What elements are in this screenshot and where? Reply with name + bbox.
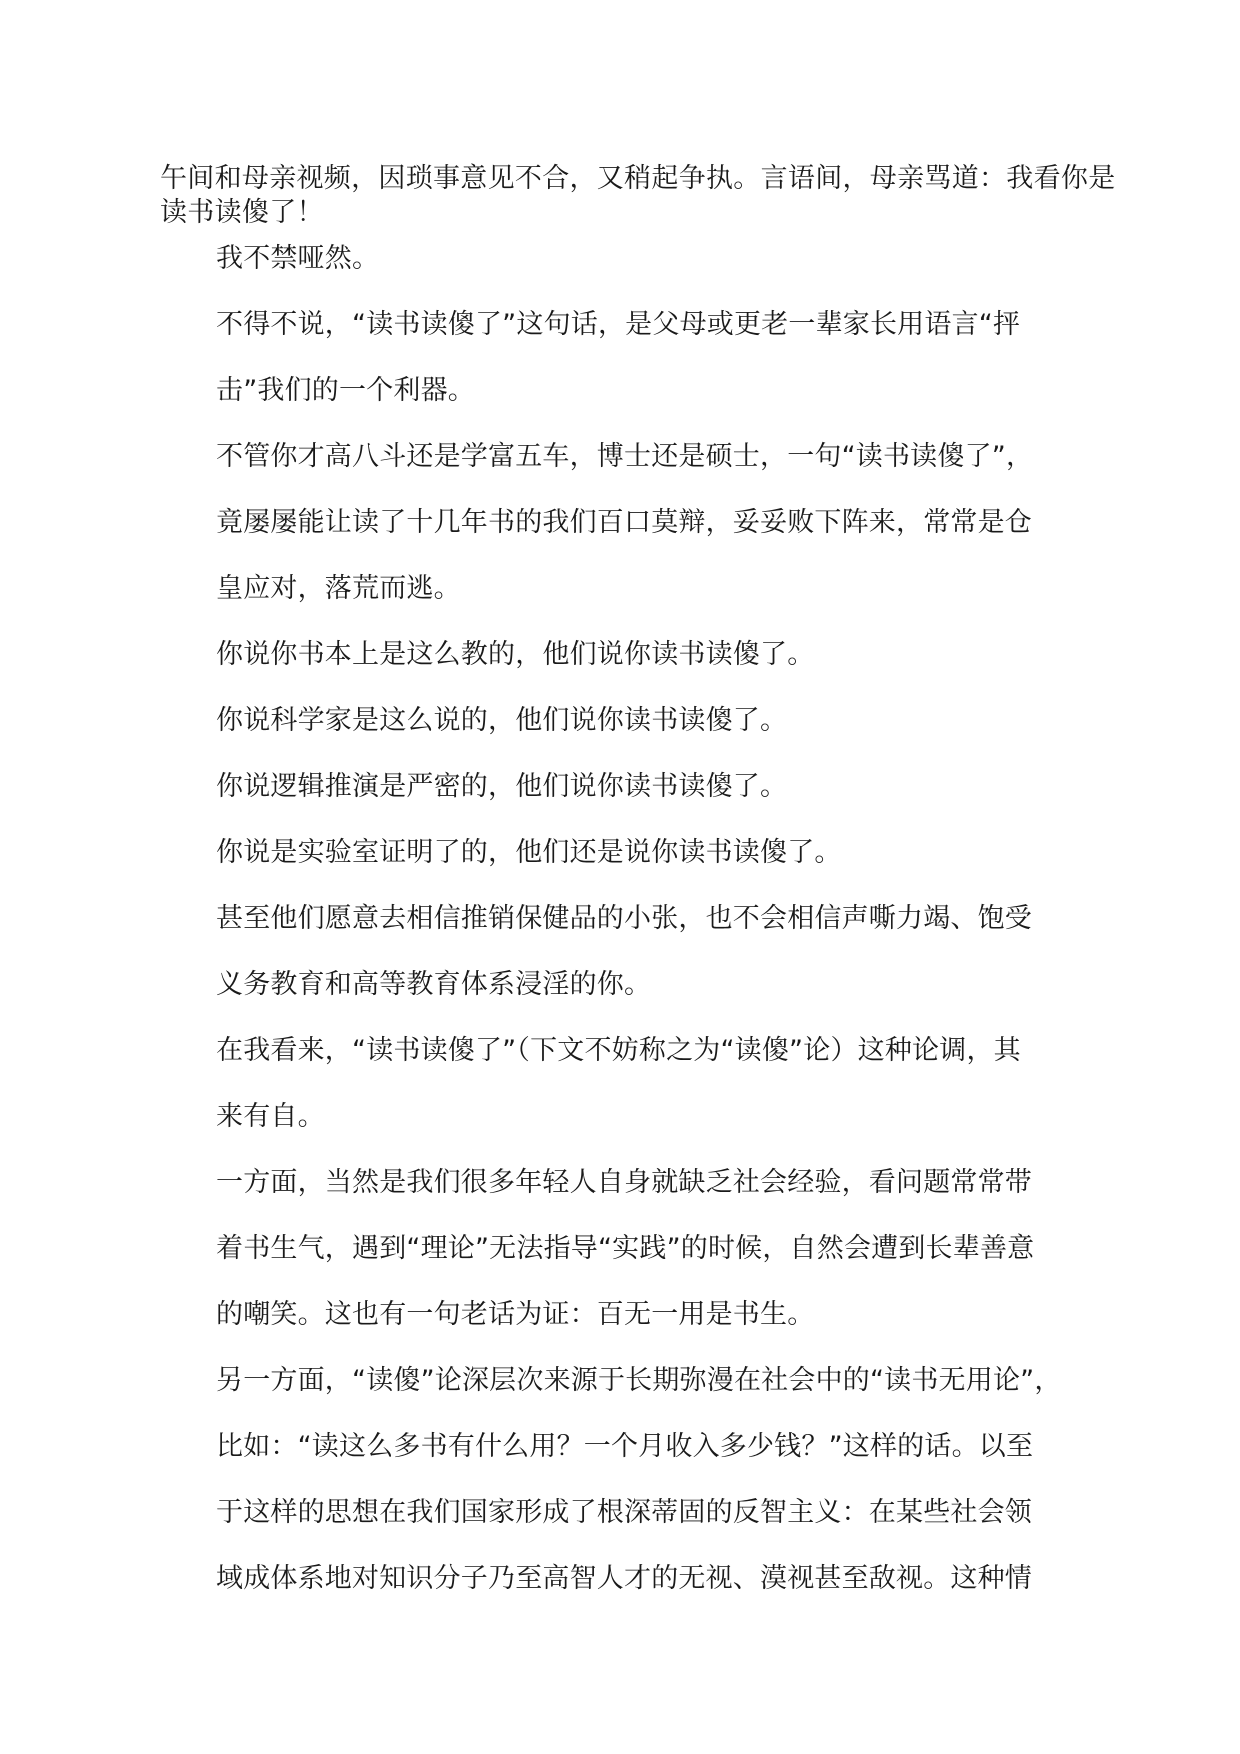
body-line-8: 你说科学家是这么说的，他们说你读书读傻了。 xyxy=(216,705,788,736)
body-line-14: 来有自。 xyxy=(216,1101,325,1132)
intro-paragraph xyxy=(160,162,1116,230)
body-line-6: 皇应对，落荒而逃。 xyxy=(216,573,461,604)
body-line-12: 义务教育和高等教育体系浸淫的你。 xyxy=(216,969,652,1000)
body-line-3: 击”我们的一个利器。 xyxy=(216,375,475,406)
body-line-21: 域成体系地对知识分子乃至高智人才的无视、漠视甚至敌视。这种情 xyxy=(216,1563,1032,1594)
body-line-17: 的嘲笑。这也有一句老话为证：百无一用是书生。 xyxy=(216,1299,815,1330)
body-line-2: 不得不说，“读书读傻了”这句话，是父母或更老一辈家长用语言“抨 xyxy=(216,309,1021,340)
body-line-13: 在我看来，“读书读傻了”（下文不妨称之为“读傻”论）这种论调，其 xyxy=(216,1035,1021,1066)
body-line-7: 你说你书本上是这么教的，他们说你读书读傻了。 xyxy=(216,639,815,670)
body-line-15: 一方面，当然是我们很多年轻人自身就缺乏社会经验，看问题常常带 xyxy=(216,1167,1032,1198)
body-line-9: 你说逻辑推演是严密的，他们说你读书读傻了。 xyxy=(216,771,788,802)
body-line-16: 着书生气，遇到“理论”无法指导“实践”的时候，自然会遭到长辈善意 xyxy=(216,1233,1035,1264)
intro-line-2: 读书读傻了！ xyxy=(160,197,324,228)
intro-line-1: 午间和母亲视频，因琐事意见不合，又稍起争执。言语间，母亲骂道：我看你是 xyxy=(160,163,1116,194)
body-line-5: 竟屡屡能让读了十几年书的我们百口莫辩，妥妥败下阵来，常常是仓 xyxy=(216,507,1032,538)
body-line-1: 我不禁哑然。 xyxy=(216,243,380,274)
body-line-11: 甚至他们愿意去相信推销保健品的小张，也不会相信声嘶力竭、饱受 xyxy=(216,903,1032,934)
body-line-10: 你说是实验室证明了的，他们还是说你读书读傻了。 xyxy=(216,837,842,868)
body-line-4: 不管你才高八斗还是学富五车，博士还是硕士，一句“读书读傻了”， xyxy=(216,441,1034,472)
body-line-18: 另一方面，“读傻”论深层次来源于长期弥漫在社会中的“读书无用论”， xyxy=(216,1365,1062,1396)
body-line-20: 于这样的思想在我们国家形成了根深蒂固的反智主义：在某些社会领 xyxy=(216,1497,1032,1528)
body-line-19: 比如：“读这么多书有什么用？一个月收入多少钱？”这样的话。以至 xyxy=(216,1431,1034,1462)
